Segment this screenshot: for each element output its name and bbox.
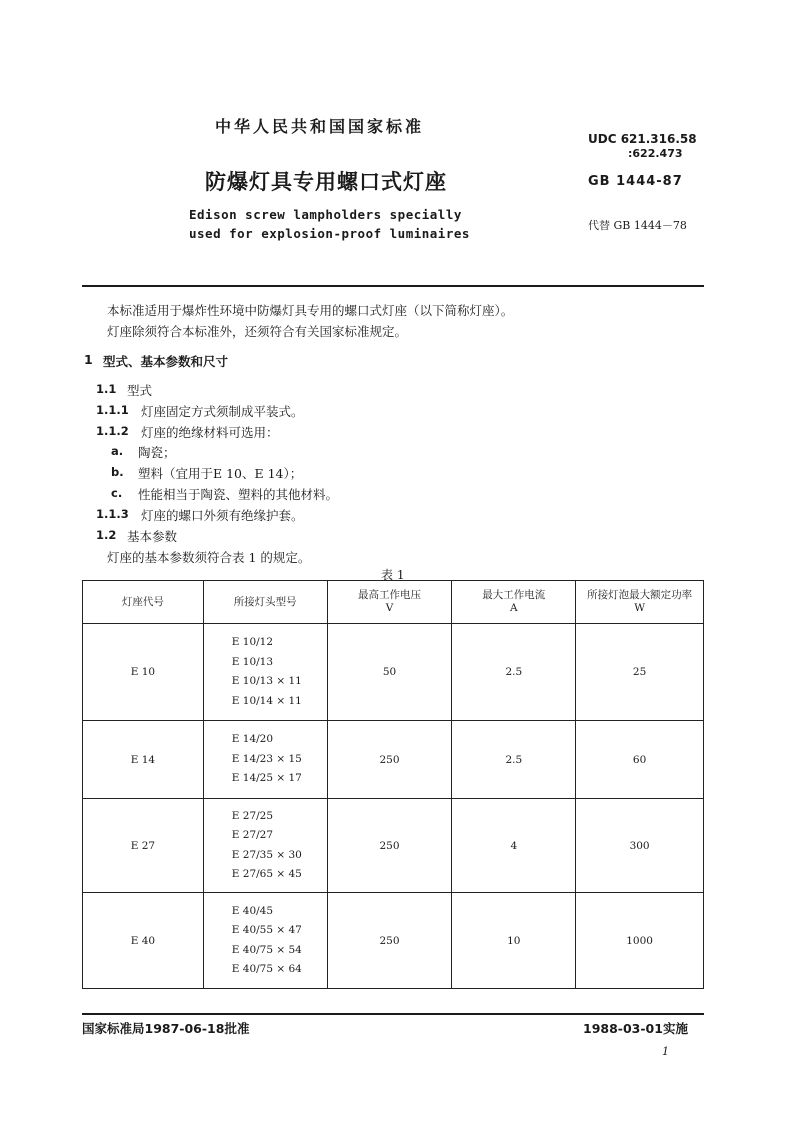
clause-1-1-text: 型式 [127,383,153,398]
cap-type: E 40/45 [231,904,274,917]
cap-type: E 10/12 [231,636,274,648]
header-cap-type: 所接灯头型号 [203,581,327,624]
clause-1-1-2-text: 灯座的绝缘材料可选用： [141,425,279,440]
socket-code-cell: E 40 [83,893,204,989]
document-title-en-line1: Edison screw lampholders specially [189,207,462,222]
cap-types-cell [203,893,327,989]
voltage-cell: 250 [327,721,452,799]
header-divider [82,285,704,287]
table-1 [82,580,704,989]
current-cell: 10 [452,893,576,989]
section-1-heading: 型式、基本参数和尺寸 [103,354,229,369]
section-1-number: 1 [84,352,93,367]
page-number: 1 [662,1045,669,1058]
cap-types-cell [203,721,327,799]
table-1-caption: 表 1 [381,568,405,582]
item-b-text: 塑料（宜用于E 10、E 14）； [138,466,303,481]
cap-type: E 14/23 × 15 [231,752,302,765]
approval-date: 国家标准局1987-06-18批准 [82,1021,250,1036]
cap-type: E 10/14 × 11 [231,694,302,707]
document-title-en-line2: used for explosion-proof luminaires [189,226,470,241]
header-max-voltage-unit: V [385,602,394,614]
voltage-cell: 250 [327,893,452,989]
cap-type: E 40/75 × 64 [231,963,302,975]
voltage-cell: 50 [327,624,452,721]
voltage-cell: 250 [327,799,452,893]
power-cell: 300 [576,799,704,893]
clause-1-1-1-number: 1.1.1 [96,403,129,417]
table-row [83,799,704,893]
power-cell: 60 [576,721,704,799]
current-cell: 2.5 [452,624,576,721]
cap-types-cell [203,624,327,721]
cap-type: E 27/25 [231,809,274,822]
cap-type: E 14/20 [231,733,274,746]
cap-type: E 40/55 × 47 [231,924,302,936]
effective-date: 1988-03-01实施 [583,1021,688,1036]
clause-1-1-3-text: 灯座的螺口外须有绝缘护套。 [141,508,304,523]
item-a-marker: a. [111,444,124,458]
header-max-current-unit: A [509,602,518,614]
clause-1-2-number: 1.2 [96,528,117,542]
gb-standard-code: GB 1444-87 [588,174,683,189]
cap-type: E 27/35 × 30 [231,848,302,861]
power-cell: 25 [576,624,704,721]
clause-1-1-number: 1.1 [96,382,117,396]
cap-type: E 10/13 × 11 [231,675,302,687]
replaces-standard: 代替 GB 1444－78 [588,219,687,232]
item-c-marker: c. [111,486,123,500]
clause-1-1-3-number: 1.1.3 [96,507,129,521]
table-row [83,624,704,721]
current-cell: 4 [452,799,576,893]
table-row [83,721,704,799]
item-b-marker: b. [111,465,124,479]
item-a-text: 陶瓷； [138,445,176,460]
cap-type: E 27/27 [231,829,274,841]
table-header-row [83,581,704,624]
cap-type: E 10/13 [231,655,274,668]
socket-code-cell: E 27 [83,799,204,893]
cap-types-cell [203,799,327,893]
footer-divider [82,1013,704,1015]
document-title-cn: 防爆灯具专用螺口式灯座 [205,170,447,194]
clause-1-2-body: 灯座的基本参数须符合表 1 的规定。 [107,550,311,565]
intro-paragraph-2: 灯座除须符合本标准外，还须符合有关国家标准规定。 [107,324,408,339]
socket-code-cell: E 10 [83,624,204,721]
cap-type: E 40/75 × 54 [231,943,302,956]
power-cell: 1000 [576,893,704,989]
socket-code-cell: E 14 [83,721,204,799]
header-max-power: 所接灯泡最大额定功率 W [576,581,704,624]
header-max-current: 最大工作电流 A [452,581,576,624]
clause-1-1-1-text: 灯座固定方式须制成平装式。 [141,404,304,419]
udc-code-line1: UDC 621.316.58 [588,132,697,146]
header-max-voltage: 最高工作电压 V [327,581,452,624]
cap-type: E 27/65 × 45 [231,868,302,880]
header-max-power-unit: W [634,602,645,614]
clause-1-1-2-number: 1.1.2 [96,424,129,438]
country-standard-title: 中华人民共和国国家标准 [215,117,425,136]
clause-1-2-text: 基本参数 [127,529,178,544]
header-socket-code: 灯座代号 [83,581,204,624]
udc-code-line2: :622.473 [628,147,683,160]
current-cell: 2.5 [452,721,576,799]
cap-type: E 14/25 × 17 [231,772,302,785]
intro-paragraph-1: 本标准适用于爆炸性环境中防爆灯具专用的螺口式灯座（以下简称灯座）。 [107,303,514,318]
table-row [83,893,704,989]
item-c-text: 性能相当于陶瓷、塑料的其他材料。 [138,487,339,502]
